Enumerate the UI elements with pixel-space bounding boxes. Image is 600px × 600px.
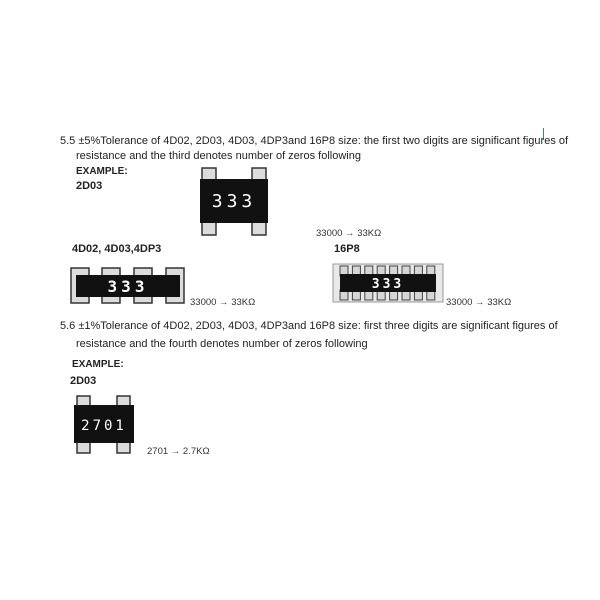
chip-marking: 333 bbox=[107, 277, 149, 296]
chip-16p8-label: 16P8 bbox=[334, 243, 360, 255]
chip-2d03-1pct-label: 2D03 bbox=[70, 375, 97, 387]
section-5-5-line2: resistance and the third denotes number of zeros following bbox=[76, 150, 361, 162]
section-5-6-line2: resistance and the fourth denotes number of zeros following bbox=[76, 338, 368, 350]
chip-marking: 333 bbox=[371, 277, 405, 292]
chip-2d03-diagram bbox=[198, 167, 274, 237]
chip-4d02-caption: 33000 → 33KΩ bbox=[190, 297, 256, 308]
chip-marking: 2701 bbox=[81, 418, 127, 434]
chip-2d03-label: 2D03 bbox=[76, 180, 103, 192]
section-5-6-text bbox=[60, 317, 558, 353]
example-label-5-5: EXAMPLE: bbox=[76, 166, 128, 177]
chip-16p8-caption: 33000 → 33KΩ bbox=[446, 297, 512, 308]
example-label-5-6: EXAMPLE: bbox=[72, 359, 124, 370]
chip-marking: 333 bbox=[211, 191, 257, 212]
chip-4d02-diagram bbox=[68, 266, 188, 306]
section-5-5-text bbox=[60, 134, 568, 164]
section-5-6-number: 5.6 bbox=[60, 320, 76, 332]
chip-16p8-diagram bbox=[332, 263, 444, 303]
section-5-6-line1: ±1%Tolerance of 4D02, 2D03, 4D03, 4DP3and 16P8 size: first three digits are significant figures of bbox=[78, 320, 558, 332]
chip-2d03-1pct-diagram bbox=[72, 395, 138, 455]
chip-2d03-1pct-caption: 2701 → 2.7KΩ bbox=[147, 446, 210, 457]
chip-2d03-caption: 33000 → 33KΩ bbox=[316, 228, 382, 239]
section-5-5-number: 5.5 bbox=[60, 135, 76, 147]
section-5-5-line1: ±5%Tolerance of 4D02, 2D03, 4D03, 4DP3and 16P8 size: the first two digits are significant figures of bbox=[78, 135, 569, 147]
chip-4d02-label: 4D02, 4D03,4DP3 bbox=[72, 243, 162, 255]
